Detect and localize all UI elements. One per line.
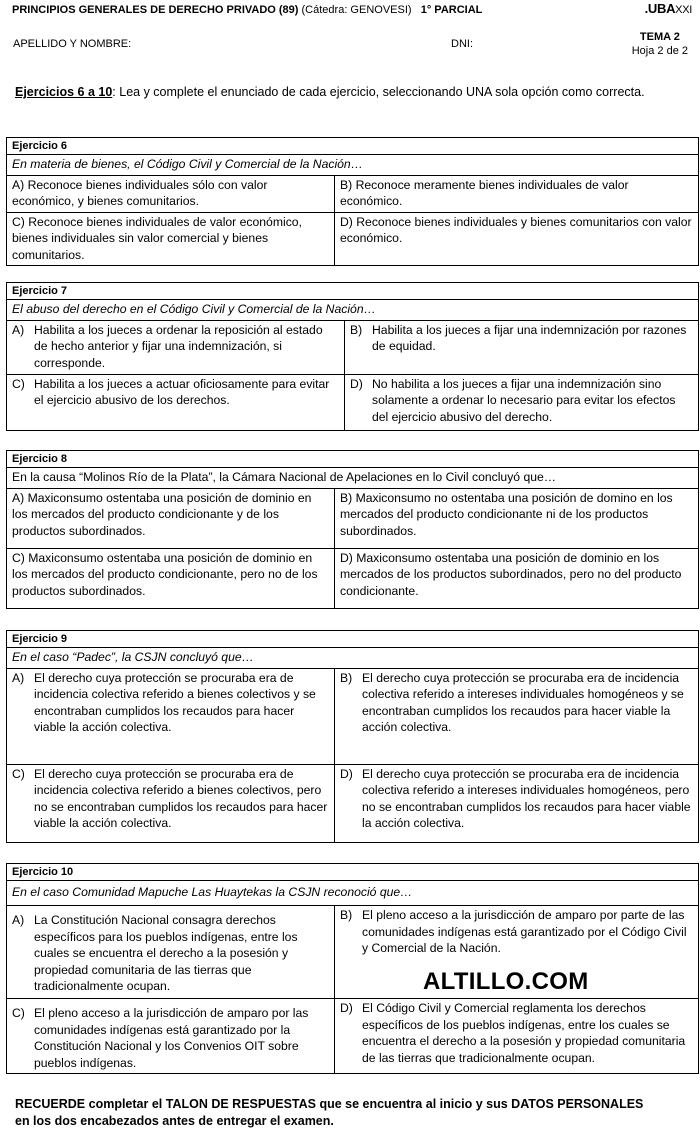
option-d[interactable]: D) Maxiconsumo ostentaba una posición de dominio en los mercados de los productos subordinados, pero no del producto condicionante. <box>335 548 699 608</box>
option-b[interactable]: B) Habilita a los jueces a fijar una indemnización por razones de equidad. <box>345 320 699 374</box>
option-a[interactable]: A) Habilita a los jueces a ordenar la reposición al estado de hecho anterior y fijar una indemnización, si corresponde. <box>7 320 345 374</box>
exercise-title: Ejercicio 7 <box>7 283 699 300</box>
exercise-title: Ejercicio 8 <box>7 451 699 468</box>
exercise-10 <box>6 863 699 1074</box>
exercise-7 <box>6 282 699 431</box>
name-label: APELLIDO Y NOMBRE: <box>13 38 132 50</box>
page-count: Hoja 2 de 2 <box>631 45 688 57</box>
instructions-text: : Lea y complete el enunciado de cada ejercicio, seleccionando UNA sola opción como correcta. <box>112 85 645 99</box>
option-b[interactable]: B) El derecho cuya protección se procuraba era de incidencia colectiva referido a intereses individuales homogéneos y se encontraban cumplidos los recaudos para hacer viable la acción colectiva. <box>335 668 699 764</box>
option-b[interactable]: B) El pleno acceso a la jurisdicción de amparo por parte de las comunidades indígenas está garantizado por el Código Civil y Comercial de la Nación. <box>335 906 699 999</box>
uba-logo: .UBAXXI <box>644 1 692 16</box>
instructions <box>15 80 675 105</box>
exercise-title: Ejercicio 6 <box>7 138 699 155</box>
instructions-lead: Ejercicios 6 a 10 <box>15 85 113 99</box>
exercise-title: Ejercicio 10 <box>7 864 699 881</box>
option-c[interactable]: C) El pleno acceso a la jurisdicción de amparo por las comunidades indígenas está garantizado por la Constitución Nacional y los Convenios OIT sobre pueblos indígenas. <box>7 999 335 1074</box>
option-a[interactable]: A) Maxiconsumo ostentaba una posición de dominio en los mercados del producto condicionante y de los productos subordinados. <box>7 488 335 548</box>
dni-label: DNI: <box>451 38 473 50</box>
option-c[interactable]: C) Reconoce bienes individuales de valor económico, bienes individuales sin valor comercial y bienes comunitarios. <box>7 212 335 266</box>
exercise-stem: En el caso Comunidad Mapuche Las Huaytekas la CSJN reconoció que… <box>7 881 699 906</box>
exercise-stem: El abuso del derecho en el Código Civil y Comercial de la Nación… <box>7 300 699 321</box>
exam-title <box>12 4 482 16</box>
option-c[interactable]: C) Habilita a los jueces a actuar oficiosamente para evitar el ejercicio abusivo de los derechos. <box>7 374 345 430</box>
exercise-6 <box>6 137 699 266</box>
option-d[interactable]: D) El Código Civil y Comercial reglamenta los derechos específicos de los pueblos indígenas, entre los cuales se encuentra el derecho a la posesión y propiedad comunitaria de las tierras que tradicionalmente ocupan. <box>335 999 699 1074</box>
exercise-stem: En la causa “Molinos Río de la Plata”, la Cámara Nacional de Apelaciones en lo Civil concluyó que… <box>7 468 699 489</box>
exam-name: 1° PARCIAL <box>420 4 483 16</box>
course-name: PRINCIPIOS GENERALES DE DERECHO PRIVADO (89) <box>12 4 299 16</box>
watermark: ALTILLO.COM <box>423 968 589 995</box>
catedra: (Cátedra: GENOVESI) <box>301 4 412 16</box>
tema-label: TEMA 2 <box>639 31 680 43</box>
tema-block <box>632 30 688 58</box>
option-b[interactable]: B) Reconoce meramente bienes individuales de valor económico. <box>335 175 699 212</box>
option-d[interactable]: D) No habilita a los jueces a fijar una indemnización sino solamente a ordenar lo necesario para evitar los efectos del ejercicio abusivo del derecho. <box>345 374 699 430</box>
option-a[interactable]: A) Reconoce bienes individuales sólo con valor económico, y bienes comunitarios. <box>7 175 335 212</box>
exercise-title: Ejercicio 9 <box>7 631 699 648</box>
option-c[interactable]: C) Maxiconsumo ostentaba una posición de dominio en los mercados del producto condicionante, pero no de los productos subordinados. <box>7 548 335 608</box>
option-d[interactable]: D) Reconoce bienes individuales y bienes comunitarios con valor económico. <box>335 212 699 266</box>
option-b[interactable]: B) Maxiconsumo no ostentaba una posición de domino en los mercados del producto condicionante ni de los productos subordinados. <box>335 488 699 548</box>
option-a[interactable]: A) La Constitución Nacional consagra derechos específicos para los pueblos indígenas, entre los cuales se encuentra el derecho a la posesión y propiedad comunitaria de las tierras que tradicionalmente ocupan. <box>7 906 335 999</box>
exercise-stem: En materia de bienes, el Código Civil y Comercial de la Nación… <box>7 155 699 176</box>
exercise-stem: En el caso “Padec”, la CSJN concluyó que… <box>7 648 699 669</box>
footer-reminder: RECUERDE completar el TALON DE RESPUESTAS que se encuentra al inicio y sus DATOS PERSONALES en los dos encabezados antes de entregar el examen. <box>15 1097 644 1128</box>
option-d[interactable]: D) El derecho cuya protección se procuraba era de incidencia colectiva referido a intereses individuales homogéneos, pero no se encontraban cumplidos los recaudos para hacer viable la acción colectiva. <box>335 764 699 842</box>
exercise-8 <box>6 450 699 609</box>
option-a[interactable]: A) El derecho cuya protección se procuraba era de incidencia colectiva referido a bienes colectivos y se encontraban cumplidos los recaudos para hacer viable la acción colectiva. <box>7 668 335 764</box>
option-c[interactable]: C) El derecho cuya protección se procuraba era de incidencia colectiva referido a bienes colectivos, pero no se encontraban cumplidos los recaudos para hacer viable la acción colectiva. <box>7 764 335 842</box>
exercise-9 <box>6 630 699 843</box>
